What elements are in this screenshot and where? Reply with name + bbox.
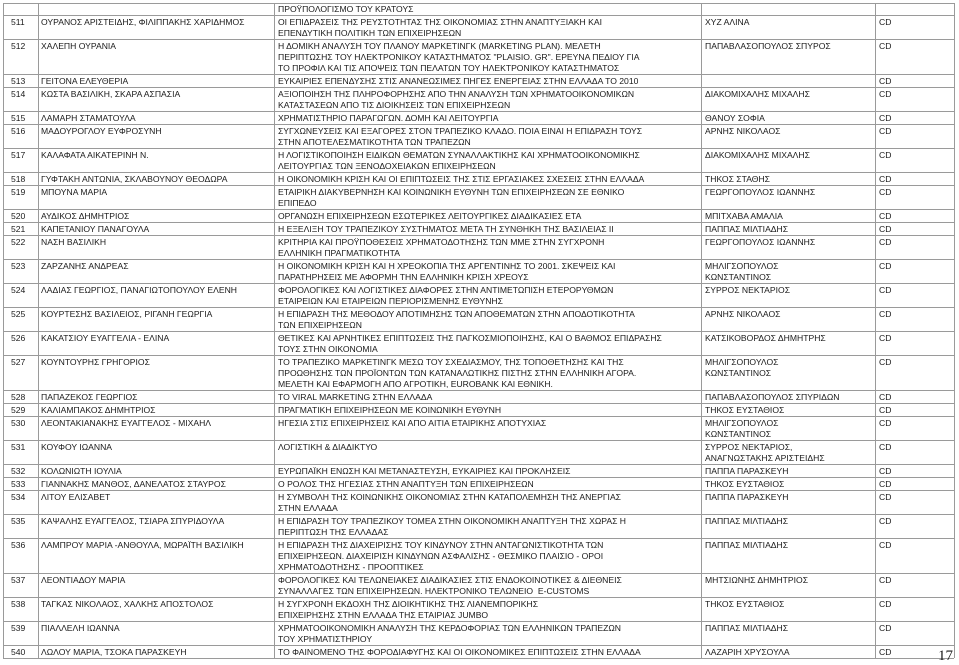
thesis-title: Ο ΡΟΛΟΣ ΤΗΣ ΗΓΕΣΙΑΣ ΣΤΗΝ ΑΝΑΠΤΥΞΗ ΤΩΝ ΕΠΙΧΕΙΡΗΣΕΩΝ [278, 479, 534, 489]
supervisor-name: ΜΗΛΙΓΣΟΠΟΥΛΟΣ ΚΩΝΣΤΑΝΤΙΝΟΣ [705, 418, 779, 439]
table-row [0, 308, 959, 332]
row-number: 511 [11, 17, 25, 27]
media-code: CD [879, 442, 892, 452]
thesis-title: ΗΓΕΣΙΑ ΣΤΙΣ ΕΠΙΧΕΙΡΗΣΕΙΣ ΚΑΙ ΑΠΟ ΑΙΤΙΑ ΕΤΑΙΡΙΚΗΣ ΑΠΟΤΥΧΙΑΣ [278, 418, 547, 428]
row-divider [3, 645, 954, 646]
thesis-title: ΕΥΡΩΠΑΪΚΗ ΕΝΩΣΗ ΚΑΙ ΜΕΤΑΝΑΣΤΕΥΣΗ, ΕΥΚΑΙΡΙΕΣ ΚΑΙ ΠΡΟΚΛΗΣΕΙΣ [278, 466, 571, 476]
row-divider [3, 148, 954, 149]
row-divider [3, 477, 954, 478]
media-code: CD [879, 418, 892, 428]
thesis-title: ΑΞΙΟΠΟΙΗΣΗ ΤΗΣ ΠΛΗΡΟΦΟΡΗΣΗΣ ΑΠΟ ΤΗΝ ΑΝΑΛΥΣΗ ΤΩΝ ΧΡΗΜΑΤΟΟΙΚΟΝΟΜΙΚΩΝ ΚΑΤΑΣΤΑΣΕΩΝ ΑΠΟ ΤΙΣ ΔΙΟΙΚΗΣΕΙΣ ΤΩΝ ΕΠΙΧΕΙΡΗΣΕΩΝ [278, 89, 635, 110]
table-row [0, 622, 959, 646]
table-row [0, 539, 959, 574]
student-names: ΚΟΥΦΟΥ ΙΩΑΝΝΑ [41, 442, 113, 452]
row-divider [3, 283, 954, 284]
table-row [0, 417, 959, 441]
supervisor-name: ΠΑΠΠΑ ΠΑΡΑΣΚΕΥΗ [705, 492, 789, 502]
table-row [0, 16, 959, 40]
supervisor-name: ΓΕΩΡΓΟΠΟΥΛΟΣ ΙΩΑΝΝΗΣ [705, 187, 816, 197]
student-names: ΚΟΥΡΤΕΣΗΣ ΒΑΣΙΛΕΙΟΣ, ΡΙΓΑΝΗ ΓΕΩΡΓΙΑ [41, 309, 213, 319]
column-divider [3, 3, 4, 658]
row-divider [3, 416, 954, 417]
student-names: ΚΑΨΑΛΗΣ ΕΥΑΓΓΕΛΟΣ, ΤΣΙΑΡΑ ΣΠΥΡΙΔΟΥΛΑ [41, 516, 225, 526]
row-divider [3, 111, 954, 112]
row-number: 523 [11, 261, 26, 271]
student-names: ΛΑΜΠΡΟΥ ΜΑΡΙΑ -ΑΝΘΟΥΛΑ, ΜΩΡΑΪΤΗ ΒΑΣΙΛΙΚΗ [41, 540, 244, 550]
page-number: 17 [938, 648, 953, 664]
media-code: CD [879, 333, 892, 343]
media-code: CD [879, 623, 892, 633]
thesis-title: ΧΡΗΜΑΤΟΟΙΚΟΝΟΜΙΚΗ ΑΝΑΛΥΣΗ ΤΗΣ ΚΕΡΔΟΦΟΡΙΑΣ ΤΩΝ ΕΛΛΗΝΙΚΩΝ ΤΡΑΠΕΖΩΝ ΤΟΥ ΧΡΗΜΑΤΙΣΤΗΡΙΟΥ [278, 623, 621, 644]
row-divider [3, 87, 954, 88]
table-row [0, 186, 959, 210]
student-names: ΛΕΟΝΤΙΑΔΟΥ ΜΑΡΙΑ [41, 575, 126, 585]
table-row [0, 332, 959, 356]
row-divider [3, 573, 954, 574]
supervisor-name: ΜΗΛΙΓΣΟΠΟΥΛΟΣ ΚΩΝΣΤΑΝΤΙΝΟΣ [705, 261, 779, 282]
thesis-title: Η ΕΠΙΔΡΑΣΗ ΤΟΥ ΤΡΑΠΕΖΙΚΟΥ ΤΟΜΕΑ ΣΤΗΝ ΟΙΚΟΝΟΜΙΚΗ ΑΝΑΠΤΥΞΗ ΤΗΣ ΧΩΡΑΣ Η ΠΕΡΙΠΤΩΣΗ ΤΗΣ ΕΛΛΑΔΑΣ [278, 516, 626, 537]
student-names: ΚΟΛΩΝΙΩΤΗ ΙΟΥΛΙΑ [41, 466, 122, 476]
row-divider [3, 307, 954, 308]
media-code: CD [879, 492, 892, 502]
row-divider [3, 658, 954, 659]
thesis-title: ΘΕΤΙΚΕΣ ΚΑΙ ΑΡΝΗΤΙΚΕΣ ΕΠΙΠΤΩΣΕΙΣ ΤΗΣ ΠΑΓΚΟΣΜΙΟΠΟΙΗΣΗΣ, ΚΑΙ Ο ΒΑΘΜΟΣ ΕΠΙΔΡΑΣΗΣ ΤΟΥΣ ΣΤΗΝ ΟΙΚΟΝΟΜΙΑ [278, 333, 662, 354]
row-number: 540 [11, 647, 26, 657]
row-number: 530 [11, 418, 26, 428]
row-divider [3, 74, 954, 75]
media-code: CD [879, 17, 892, 27]
supervisor-name: ΠΑΠΠΑΣ ΜΙΛΤΙΑΔΗΣ [705, 623, 789, 633]
row-number: 539 [11, 623, 26, 633]
row-divider [3, 390, 954, 391]
student-names: ΚΑΠΕΤΑΝΙΟΥ ΠΑΝΑΓΟΥΛΑ [41, 224, 150, 234]
row-number: 524 [11, 285, 26, 295]
table-row [0, 125, 959, 149]
row-number: 534 [11, 492, 26, 502]
row-divider [3, 355, 954, 356]
thesis-title: ΛΟΓΙΣΤΙΚΗ & ΔΙΑΔΙΚΤΥΟ [278, 442, 378, 452]
row-number: 533 [11, 479, 26, 489]
table-row [0, 236, 959, 260]
thesis-title: ΧΡΗΜΑΤΙΣΤΗΡΙΟ ΠΑΡΑΓΩΓΩΝ. ΔΟΜΗ ΚΑΙ ΛΕΙΤΟΥΡΓΙΑ [278, 113, 499, 123]
student-names: ΛΑΔΙΑΣ ΓΕΩΡΓΙΟΣ, ΠΑΝΑΓΙΩΤΟΠΟΥΛΟΥ ΕΛΕΝΗ [41, 285, 238, 295]
column-divider [274, 3, 275, 658]
thesis-title: Η ΔΟΜΙΚΗ ΑΝΑΛΥΣΗ ΤΟΥ ΠΛΑΝΟΥ ΜΑΡΚΕΤΙΝΓΚ (MARKETING PLAN). ΜΕΛΕΤΗ ΠΕΡΙΠΤΩΣΗΣ ΤΟΥ ΗΛΕΚΤΡΟΝΙΚΟΥ ΚΑΤΑΣΤΗΜΑΤΟΣ "PLAISIO. GR". ΕΡΕΥΝΑ ΠΕΔΙΟΥ ΓΙΑ ΤΟ ΠΡΟΦΙΛ ΚΑΙ ΤΙΣ ΑΠΟΨΕΙΣ ΤΩΝ ΠΕΛΑΤΩΝ ΤΟΥ ΗΛΕΚΤΡΟΝΙΚΟΥ ΚΑΤΑΣΤΗΜΑΤΟΣ [278, 41, 640, 73]
table-row [0, 598, 959, 622]
media-code: CD [879, 150, 892, 160]
thesis-title: ΟΙ ΕΠΙΔΡΑΣΕΙΣ ΤΗΣ ΡΕΥΣΤΟΤΗΤΑΣ ΤΗΣ ΟΙΚΟΝΟΜΙΑΣ ΣΤΗΝ ΑΝΑΠΤΥΞΙΑΚΗ ΚΑΙ ΕΠΕΝΔΥΤΙΚΗ ΠΟΛΙΤΙΚΗ ΤΩΝ ΕΠΙΧΕΙΡΗΣΕΩΝ [278, 17, 602, 38]
media-code: CD [879, 113, 892, 123]
thesis-title: ΟΡΓΑΝΩΣΗ ΕΠΙΧΕΙΡΗΣΕΩΝ ΕΣΩΤΕΡΙΚΕΣ ΛΕΙΤΟΥΡΓΙΚΕΣ ΔΙΑΔΙΚΑΣΙΕΣ ΕΤΑ [278, 211, 582, 221]
supervisor-name: ΔΙΑΚΟΜΙΧΑΛΗΣ ΜΙΧΑΛΗΣ [705, 150, 810, 160]
supervisor-name: ΘΑΝΟΥ ΣΟΦΙΑ [705, 113, 765, 123]
row-number: 518 [11, 174, 26, 184]
thesis-title: ΠΡΑΓΜΑΤΙΚΗ ΕΠΙΧΕΙΡΗΣΕΩΝ ΜΕ ΚΟΙΝΩΝΙΚΗ ΕΥΘΥΝΗ [278, 405, 502, 415]
table-row [0, 515, 959, 539]
row-number: 519 [11, 187, 26, 197]
row-number: 526 [11, 333, 26, 343]
thesis-title: Η ΟΙΚΟΝΟΜΙΚΗ ΚΡΙΣΗ ΚΑΙ ΟΙ ΕΠΙΠΤΩΣΕΙΣ ΤΗΣ ΣΤΙΣ ΕΡΓΑΣΙΑΚΕΣ ΣΧΕΣΕΙΣ ΣΤΗΝ ΕΛΛΑΔΑ [278, 174, 645, 184]
media-code: CD [879, 76, 892, 86]
table-row [0, 491, 959, 515]
thesis-title: ΤΟ VIRAL MARKETING ΣΤΗΝ ΕΛΛΑΔΑ [278, 392, 433, 402]
supervisor-name: ΜΗΛΙΓΣΟΠΟΥΛΟΣ ΚΩΝΣΤΑΝΤΙΝΟΣ [705, 357, 779, 378]
row-number: 520 [11, 211, 26, 221]
thesis-title: ΕΤΑΙΡΙΚΗ ΔΙΑΚΥΒΕΡΝΗΣΗ ΚΑΙ ΚΟΙΝΩΝΙΚΗ ΕΥΘΥΝΗ ΤΩΝ ΕΠΙΧΕΙΡΗΣΕΩΝ ΣΕ ΕΘΝΙΚΟ ΕΠΙΠΕΔΟ [278, 187, 625, 208]
table-row [0, 284, 959, 308]
thesis-title: ΕΥΚΑΙΡΙΕΣ ΕΠΕΝΔΥΣΗΣ ΣΤΙΣ ΑΝΑΝΕΩΣΙΜΕΣ ΠΗΓΕΣ ΕΝΕΡΓΕΙΑΣ ΣΤΗΝ ΕΛΛΑΔΑ ΤΟ 2010 [278, 76, 639, 86]
student-names: ΠΑΠΑΖΕΚΟΣ ΓΕΩΡΓΙΟΣ [41, 392, 138, 402]
thesis-title: ΚΡΙΤΗΡΙΑ ΚΑΙ ΠΡΟΫΠΟΘΕΣΕΙΣ ΧΡΗΜΑΤΟΔΟΤΗΣΗΣ ΤΩΝ ΜΜΕ ΣΤΗΝ ΣΥΓΧΡΟΝΗ ΕΛΛΗΝΙΚΗ ΠΡΑΓΜΑΤΙΚΟΤΗΤΑ [278, 237, 605, 258]
row-divider [3, 403, 954, 404]
table-row [0, 574, 959, 598]
table-row [0, 260, 959, 284]
row-number: 525 [11, 309, 26, 319]
media-code: CD [879, 405, 892, 415]
media-code: CD [879, 516, 892, 526]
row-number: 513 [11, 76, 26, 86]
media-code: CD [879, 540, 892, 550]
student-names: ΚΟΥΝΤΟΥΡΗΣ ΓΡΗΓΟΡΙΟΣ [41, 357, 150, 367]
supervisor-name: ΧΥΖ ΑΛΙΝΑ [705, 17, 750, 27]
supervisor-name: ΜΠΙΤΧΑΒΑ ΑΜΑΛΙΑ [705, 211, 783, 221]
supervisor-name: ΠΑΠΠΑΣ ΜΙΛΤΙΑΔΗΣ [705, 540, 789, 550]
thesis-title: Η ΕΠΙΔΡΑΣΗ ΤΗΣ ΜΕΘΟΔΟΥ ΑΠΟΤΙΜΗΣΗΣ ΤΩΝ ΑΠΟΘΕΜΑΤΩΝ ΣΤΗΝ ΑΠΟΔΟΤΙΚΟΤΗΤΑ ΤΩΝ ΕΠΙΧΕΙΡΗΣΕΩΝ [278, 309, 635, 330]
supervisor-name: ΤΗΚΟΣ ΕΥΣΤΑΘΙΟΣ [705, 479, 785, 489]
row-divider [3, 621, 954, 622]
table-row [0, 149, 959, 173]
media-code: CD [879, 285, 892, 295]
supervisor-name: ΛΑΖΑΡΙΗ ΧΡΥΣΟΥΛΑ [705, 647, 790, 657]
media-code: CD [879, 224, 892, 234]
student-names: ΚΑΚΑΤΣΙΟΥ ΕΥΑΓΓΕΛΙΑ - ΕΛΙΝΑ [41, 333, 170, 343]
row-number: 522 [11, 237, 26, 247]
row-divider [3, 464, 954, 465]
student-names: ΛΩΛΟΥ ΜΑΡΙΑ, ΤΣΟΚΑ ΠΑΡΑΣΚΕΥΗ [41, 647, 187, 657]
supervisor-name: ΠΑΠΑΒΛΑΣΟΠΟΥΛΟΣ ΣΠΥΡΟΣ [705, 41, 831, 51]
media-code: CD [879, 392, 892, 402]
row-number: 515 [11, 113, 26, 123]
media-code: CD [879, 126, 892, 136]
student-names: ΓΕΙΤΟΝΑ ΕΛΕΥΘΕΡΙΑ [41, 76, 129, 86]
row-number: 528 [11, 392, 26, 402]
row-divider [3, 172, 954, 173]
student-names: ΧΑΛΕΠΗ ΟΥΡΑΝΙΑ [41, 41, 117, 51]
row-number: 512 [11, 41, 26, 51]
supervisor-name: ΚΑΤΣΙΚΟΒΟΡΔΟΣ ΔΗΜΗΤΡΗΣ [705, 333, 826, 343]
student-names: ΚΩΣΤΑ ΒΑΣΙΛΙΚΗ, ΣΚΑΡΑ ΑΣΠΑΣΙΑ [41, 89, 181, 99]
row-divider [3, 185, 954, 186]
row-number: 537 [11, 575, 26, 585]
thesis-title: ΤΟ ΤΡΑΠΕΖΙΚΟ ΜΑΡΚΕΤΙΝΓΚ ΜΕΣΩ ΤΟΥ ΣΧΕΔΙΑΣΜΟΥ, ΤΗΣ ΤΟΠΟΘΕΤΗΣΗΣ ΚΑΙ ΤΗΣ ΠΡΟΩΘΗΣΗΣ ΤΩΝ ΠΡΟΪΟΝΤΩΝ ΤΩΝ ΚΑΤΑΝΑΛΩΤΙΚΗΣ ΠΙΣΤΗΣ ΣΤΗΝ ΕΛΛΗΝΙΚΗ ΑΓΟΡΑ. ΜΕΛΕΤΗ ΚΑΙ ΕΦΑΡΜΟΓΗ ΑΠΟ ΑΓΡΟΤΙΚΗ, EUROBANK ΚΑΙ ΕΘΝΙΚΗ. [278, 357, 637, 389]
row-divider [3, 39, 954, 40]
media-code: CD [879, 237, 892, 247]
supervisor-name: ΑΡΝΗΣ ΝΙΚΟΛΑΟΣ [705, 309, 781, 319]
thesis-title: Η ΕΠΙΔΡΑΣΗ ΤΗΣ ΔΙΑΧΕΙΡΙΣΗΣ ΤΟΥ ΚΙΝΔΥΝΟΥ ΣΤΗΝ ΑΝΤΑΓΩΝΙΣΤΙΚΟΤΗΤΑ ΤΩΝ ΕΠΙΧΕΙΡΗΣΕΩΝ. ΔΙΑΧΕΙΡΙΣΗ ΚΙΝΔΥΝΩΝ ΑΣΦΑΛΙΣΗΣ - ΘΕΣΜΙΚΟ ΠΛΑΙΣΙΟ - ΟΡΟΙ ΧΡΗΜΑΤΟΔΟΤΗΣΗΣ - ΠΡΟΟΠΤΙΚΕΣ [278, 540, 604, 572]
row-divider [3, 259, 954, 260]
thesis-title: Η ΣΥΓΧΡΟΝΗ ΕΚΔΟΧΗ ΤΗΣ ΔΙΟΙΚΗΤΙΚΗΣ ΤΗΣ ΛΙΑΝΕΜΠΟΡΙΚΗΣ ΕΠΙΧΕΙΡΗΣΗΣ ΣΤΗΝ ΕΛΛΑΔΑ ΤΗΣ ΕΤΑΙΡΙΑΣ JUMBO [278, 599, 539, 620]
supervisor-name: ΑΡΝΗΣ ΝΙΚΟΛΑΟΣ [705, 126, 781, 136]
supervisor-name: ΠΑΠΑΒΛΑΣΟΠΟΥΛΟΣ ΣΠΥΡΙΔΩΝ [705, 392, 840, 402]
supervisor-name: ΠΑΠΠΑ ΠΑΡΑΣΚΕΥΗ [705, 466, 789, 476]
thesis-title: ΤΟ ΦΑΙΝΟΜΕΝΟ ΤΗΣ ΦΟΡΟΔΙΑΦΥΓΗΣ ΚΑΙ ΟΙ ΟΙΚΟΝΟΜΙΚΕΣ ΕΠΙΠΤΩΣΕΙΣ ΣΤΗΝ ΕΛΛΑΔΑ [278, 647, 641, 657]
supervisor-name: ΣΥΡΡΟΣ ΝΕΚΤΑΡΙΟΣ [705, 285, 791, 295]
student-names: ΛΙΤΟΥ ΕΛΙΣΑΒΕΤ [41, 492, 111, 502]
student-names: ΝΑΣΗ ΒΑΣΙΛΙΚΗ [41, 237, 107, 247]
media-code: CD [879, 187, 892, 197]
media-code: CD [879, 174, 892, 184]
row-divider [3, 440, 954, 441]
supervisor-name: ΜΗΤΣΙΩΝΗΣ ΔΗΜΗΤΡΙΟΣ [705, 575, 809, 585]
student-names: ΑΥΔΙΚΟΣ ΔΗΜΗΤΡΙΟΣ [41, 211, 130, 221]
media-code: CD [879, 89, 892, 99]
student-names: ΤΑΓΚΑΣ ΝΙΚΟΛΑΟΣ, ΧΑΛΚΗΣ ΑΠΟΣΤΟΛΟΣ [41, 599, 214, 609]
row-number: 521 [11, 224, 26, 234]
row-divider [3, 514, 954, 515]
student-names: ΛΑΜΑΡΗ ΣΤΑΜΑΤΟΥΛΑ [41, 113, 136, 123]
thesis-title: Η ΣΥΜΒΟΛΗ ΤΗΣ ΚΟΙΝΩΝΙΚΗΣ ΟΙΚΟΝΟΜΙΑΣ ΣΤΗΝ ΚΑΤΑΠΟΛΕΜΗΣΗ ΤΗΣ ΑΝΕΡΓΙΑΣ ΣΤΗΝ ΕΛΛΑΔΑ [278, 492, 621, 513]
media-code: CD [879, 599, 892, 609]
supervisor-name: ΠΑΠΠΑΣ ΜΙΛΤΙΑΔΗΣ [705, 224, 789, 234]
thesis-title: ΦΟΡΟΛΟΓΙΚΕΣ ΚΑΙ ΛΟΓΙΣΤΙΚΕΣ ΔΙΑΦΟΡΕΣ ΣΤΗΝ ΑΝΤΙΜΕΤΩΠΙΣΗ ΕΤΕΡΟΡΥΘΜΩΝ ΕΤΑΙΡΕΙΩΝ ΚΑΙ ΕΤΑΙΡΕΙΩΝ ΠΕΡΙΟΡΙΣΜΕΝΗΣ ΕΥΘΥΝΗΣ [278, 285, 614, 306]
supervisor-name: ΣΥΡΡΟΣ ΝΕΚΤΑΡΙΟΣ, ΑΝΑΓΝΩΣΤΑΚΗΣ ΑΡΙΣΤΕΙΔΗΣ [705, 442, 825, 463]
thesis-title: Η ΛΟΓΙΣΤΙΚΟΠΟΙΗΣΗ ΕΙΔΙΚΩΝ ΘΕΜΑΤΩΝ ΣΥΝΑΛΛΑΚΤΙΚΗΣ ΚΑΙ ΧΡΗΜΑΤΟΟΙΚΟΝΟΜΙΚΗΣ ΛΕΙΤΟΥΡΓΙΑΣ ΤΩΝ ΞΕΝΟΔΟΧΕΙΑΚΩΝ ΕΠΙΧΕΙΡΗΣΕΩΝ [278, 150, 640, 171]
row-number: 517 [11, 150, 26, 160]
row-number: 527 [11, 357, 26, 367]
student-names: ΟΥΡΑΝΟΣ ΑΡΙΣΤΕΙΔΗΣ, ΦΙΛΙΠΠΑΚΗΣ ΧΑΡΙΔΗΜΟΣ [41, 17, 245, 27]
table-row [0, 356, 959, 391]
row-divider [3, 124, 954, 125]
table-row [0, 40, 959, 75]
supervisor-name: ΓΕΩΡΓΟΠΟΥΛΟΣ ΙΩΑΝΝΗΣ [705, 237, 816, 247]
row-divider [3, 597, 954, 598]
column-divider [38, 3, 39, 658]
student-names: ΚΑΛΙΑΜΠΑΚΟΣ ΔΗΜΗΤΡΙΟΣ [41, 405, 156, 415]
student-names: ΛΕΟΝΤΑΚΙΑΝΑΚΗΣ ΕΥΑΓΓΕΛΟΣ - ΜΙΧΑΗΛ [41, 418, 212, 428]
row-number: 531 [11, 442, 26, 452]
supervisor-name: ΤΗΚΟΣ ΕΥΣΤΑΘΙΟΣ [705, 599, 785, 609]
row-divider [3, 222, 954, 223]
supervisor-name: ΔΙΑΚΟΜΙΧΑΛΗΣ ΜΙΧΑΛΗΣ [705, 89, 810, 99]
student-names: ΠΙΑΛΛΕΛΗ ΙΩΑΝΝΑ [41, 623, 120, 633]
row-number: 536 [11, 540, 26, 550]
row-divider [3, 490, 954, 491]
table-row [0, 441, 959, 465]
column-divider [954, 3, 955, 658]
media-code: CD [879, 575, 892, 585]
column-divider [875, 3, 876, 658]
student-names: ΚΑΛΑΦΑΤΑ ΑΙΚΑΤΕΡΙΝΗ Ν. [41, 150, 149, 160]
media-code: CD [879, 41, 892, 51]
row-divider [3, 538, 954, 539]
student-names: ΓΙΑΝΝΑΚΗΣ ΜΑΝΘΟΣ, ΔΑΝΕΛΑΤΟΣ ΣΤΑΥΡΟΣ [41, 479, 226, 489]
supervisor-name: ΤΗΚΟΣ ΣΤΑΘΗΣ [705, 174, 770, 184]
student-names: ΓΥΦΤΑΚΗ ΑΝΤΩΝΙΑ, ΣΚΛΑΒΟΥΝΟΥ ΘΕΟΔΩΡΑ [41, 174, 228, 184]
media-code: CD [879, 479, 892, 489]
media-code: CD [879, 466, 892, 476]
student-names: ΜΠΟΥΝΑ ΜΑΡΙΑ [41, 187, 108, 197]
media-code: CD [879, 211, 892, 221]
student-names: ΖΑΡΖΑΝΗΣ ΑΝΔΡΕΑΣ [41, 261, 129, 271]
supervisor-name: ΠΑΠΠΑΣ ΜΙΛΤΙΑΔΗΣ [705, 516, 789, 526]
row-number: 514 [11, 89, 26, 99]
thesis-title: Η ΟΙΚΟΝΟΜΙΚΗ ΚΡΙΣΗ ΚΑΙ Η ΧΡΕΟΚΟΠΙΑ ΤΗΣ ΑΡΓΕΝΤΙΝΗΣ ΤΟ 2001. ΣΚΕΨΕΙΣ ΚΑΙ ΠΑΡΑΤΗΡΗΣΕΙΣ ΜΕ ΑΦΟΡΜΗ ΤΗΝ ΕΛΛΗΝΙΚΗ ΚΡΙΣΗ ΧΡΕΟΥΣ [278, 261, 616, 282]
row-number: 529 [11, 405, 26, 415]
row-number: 535 [11, 516, 26, 526]
media-code: CD [879, 357, 892, 367]
row-number: 538 [11, 599, 26, 609]
thesis-title: ΣΥΓΧΩΝΕΥΣΕΙΣ ΚΑΙ ΕΞΑΓΟΡΕΣ ΣΤΟΝ ΤΡΑΠΕΖΙΚΟ ΚΛΑΔΟ. ΠΟΙΑ ΕΙΝΑΙ Η ΕΠΙΔΡΑΣΗ ΤΟΥΣ ΣΤΗΝ ΑΠΟΤΕΛΕΣΜΑΤΙΚΟΤΗΤΑ ΤΩΝ ΤΡΑΠΕΖΩΝ [278, 126, 643, 147]
supervisor-name: ΤΗΚΟΣ ΕΥΣΤΑΘΙΟΣ [705, 405, 785, 415]
media-code: CD [879, 647, 892, 657]
media-code: CD [879, 261, 892, 271]
thesis-title: Η ΕΞΕΛΙΞΗ ΤΟΥ ΤΡΑΠΕΖΙΚΟΥ ΣΥΣΤΗΜΑΤΟΣ ΜΕΤΑ ΤΗ ΣΥΝΘΗΚΗ ΤΗΣ ΒΑΣΙΛΕΙΑΣ ΙΙ [278, 224, 614, 234]
row-number: 532 [11, 466, 26, 476]
thesis-title: ΠΡΟΫΠΟΛΟΓΙΣΜΟ ΤΟΥ ΚΡΑΤΟΥΣ [278, 4, 414, 14]
column-divider [701, 3, 702, 658]
row-number: 516 [11, 126, 26, 136]
row-divider [3, 3, 954, 4]
row-divider [3, 15, 954, 16]
row-divider [3, 235, 954, 236]
table-row [0, 88, 959, 112]
thesis-title: ΦΟΡΟΛΟΓΙΚΕΣ ΚΑΙ ΤΕΛΩΝΕΙΑΚΕΣ ΔΙΑΔΙΚΑΣΙΕΣ ΣΤΙΣ ΕΝΔΟΚΟΙΝΟΤΙΚΕΣ & ΔΙΕΘΝΕΙΣ ΣΥΝΑΛΛΑΓΕΣ ΤΩΝ ΕΠΙΧΕΙΡΗΣΕΩΝ. ΗΛΕΚΤΡΟΝΙΚΟ ΤΕΛΩΝΕΙΟ E-CUSTOMS [278, 575, 622, 596]
student-names: ΜΑΔΟΥΡΟΓΛΟΥ ΕΥΦΡΟΣΥΝΗ [41, 126, 162, 136]
row-divider [3, 209, 954, 210]
media-code: CD [879, 309, 892, 319]
row-divider [3, 331, 954, 332]
